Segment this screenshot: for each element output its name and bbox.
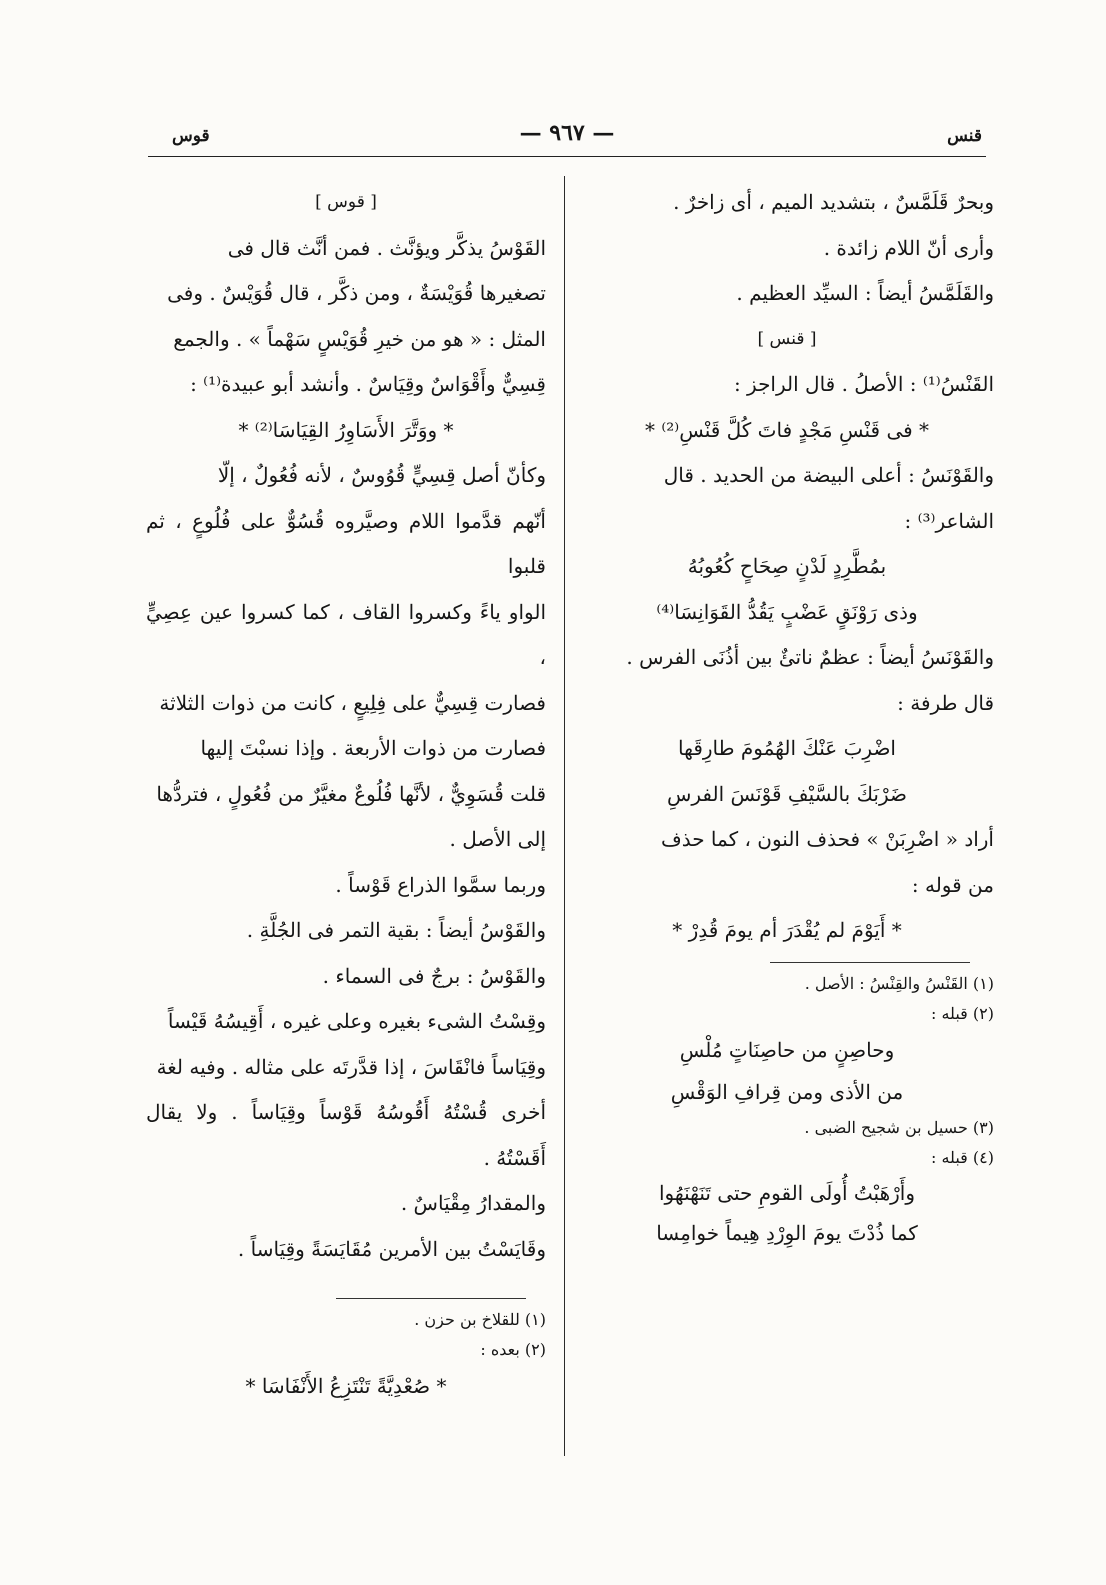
text-line: أنّهم قدَّموا اللام وصيَّروه قُسُوٌّ على فُلُوعٍ ، ثم قلبوا <box>146 508 546 578</box>
text-line: قلت قُسَوِيٌّ ، لأنَّها فُلُوعٌ مغيَّرٌ من فُعُولٍ ، فتردُّها <box>156 781 546 806</box>
text-line: وقَايَسْتُ بين الأمرين مُقَايَسَةً وقِيَاساً . <box>237 1236 546 1261</box>
text-line: إلى الأصل . <box>449 827 546 851</box>
text-line: الشاعر⁽³⁾ : <box>904 508 994 533</box>
footnote: (٣) حسيل بن شجيح الضبى . <box>804 1117 994 1137</box>
footnote-verse: * صُعْدِيَّةً تَنْتَزِعُ الأَنْفَاسَا * <box>245 1374 447 1398</box>
text-line: وأرى أنّ اللام زائدة . <box>823 235 994 260</box>
verse-line: * أَيَوْمَ لم يُقْدَرَ أم يومَ قُدِرْ * <box>672 918 902 942</box>
text-line: من قوله : <box>911 872 994 897</box>
page-number: — ٩٦٧ — <box>519 120 615 146</box>
section-title-qns: [ قنس ] <box>757 328 817 349</box>
running-header <box>148 118 986 157</box>
text-line: قِسِيٌّ وأَقْوَاسٌ وقِيَاسٌ . وأنشد أبو عبيدة⁽¹⁾ : <box>190 372 546 396</box>
text-line: وقِيَاساً فانْقَاسَ ، إذا قدَّرتَه على مثاله . وفيه لغة <box>156 1054 546 1079</box>
left-column <box>146 180 546 1407</box>
text-line: وكأنّ أصل قِسِيٍّ قُوُوسٌ ، لأنه فُعُولٌ ، إلّا <box>217 463 546 487</box>
text-line: وربما سمَّوا الذراع قَوْساً . <box>335 872 546 897</box>
text-line: والقَوْسُ أيضاً : بقية التمر فى الجُلَّةِ . <box>246 918 546 942</box>
verse-line: * فى قَنْسِ مَجْدٍ فاتَ كُلَّ قَنْسِ⁽²⁾ * <box>644 417 930 442</box>
verse-line: اضْرِبَ عَنْكَ الهُمُومَ طارِقَها <box>678 736 896 760</box>
footnote-rule <box>770 962 970 963</box>
footnote: (٤) قبله : <box>931 1147 994 1167</box>
footnote-rule <box>336 1298 526 1299</box>
text-line: قال طرفة : <box>897 690 994 715</box>
footnote: (٢) بعده : <box>480 1340 546 1359</box>
footnote: (١) القَنْسُ والقِنْسُ : الأصل . <box>804 973 994 993</box>
text-line: القَنْسُ⁽¹⁾ : الأصلُ . قال الراجز : <box>733 372 994 396</box>
text-line: وبحرٌ قَلَمَّسٌ ، بتشديد الميم ، أى زاخرٌ . <box>673 190 994 214</box>
text-line: فصارت من ذوات الأربعة . وإذا نسبْتَ إليها <box>200 736 546 760</box>
text-line: والقَوْنَسُ : أعلى البيضة من الحديد . قال <box>663 463 994 487</box>
text-line: والمقدارُ مِقْيَاسٌ . <box>400 1191 546 1215</box>
verse-line: وذى رَوْنَقٍ عَضْبٍ يَقُدُّ القَوَانِسَا⁽⁴⁾ <box>656 599 918 624</box>
footnote: (١) للقلاخ بن حزن . <box>414 1310 546 1329</box>
text-line: والقَوْنَسُ أيضاً : عظمٌ ناتئٌ بين أذُنَى الفرس . <box>626 645 994 669</box>
right-column <box>580 180 994 1253</box>
column-divider <box>564 176 565 1456</box>
text-line: والقَوْسُ : برجٌ فى السماء . <box>322 963 546 988</box>
footnote-verse: وحاصِنٍ من حاصِنَاتٍ مُلْسِ <box>679 1037 895 1062</box>
text-line: والقَلَمَّسُ أيضاً : السيِّد العظيم . <box>736 281 994 305</box>
header-right-word: قنس <box>947 126 982 146</box>
text-line: المثل : « هو من خيرِ قُوَيْسٍ سَهْماً » . والجمع <box>173 326 546 351</box>
footnote-verse: كما ذُدْتَ يومَ الوِرْدِ هِيماً خوامِسا <box>656 1220 918 1245</box>
text-line: فصارت قِسِيٌّ على فِلِيعٍ ، كانت من ذوات الثلاثة <box>159 690 546 715</box>
verse-line: * ووَتَّرَ الأَسَاوِرُ القِيَاسَا⁽²⁾ * <box>238 417 454 442</box>
header-left-word: قوس <box>172 126 210 146</box>
text-line: أخرى قُسْتُهُ أَقُوسُهُ قَوْساً وقِيَاساً . ولا يقال أَقَسْتُهُ . <box>146 1100 547 1170</box>
footnote-verse: من الأذى ومن قِرافِ الوَقْسِ <box>670 1079 904 1104</box>
footnote: (٢) قبله : <box>931 1003 994 1023</box>
footnote-verse: وأَرْهَبْتُ أُولَى القومِ حتى تَنَهْنَهُوا <box>658 1180 915 1205</box>
text-line: وقِسْتُ الشىء بغيره وعلى غيره ، أَقِيسُهُ قَيْساً <box>167 1009 546 1033</box>
text-line: تصغيرها قُوَيْسَةٌ ، ومن ذكَّر ، قال قُوَيْسٌ . وفى <box>167 281 546 305</box>
text-line: أراد « اضْرِبَنْ » فحذف النون ، كما حذف <box>660 827 994 851</box>
verse-line: بمُطَّرِدٍ لَدْنٍ صِحَاحٍ كُعُوبُهُ <box>687 554 887 578</box>
verse-line: ضَرْبَكَ بالسَّيْفِ قَوْنَسَ الفرسِ <box>666 781 908 806</box>
section-title-qws: [ قوس ] <box>315 192 377 212</box>
text-line: القَوْسُ يذكَّر ويؤنَّث . فمن أنَّث قال فى <box>227 235 546 260</box>
text-line: الواو ياءً وكسروا القاف ، كما كسروا عين عِصِيٍّ ، <box>146 599 546 669</box>
